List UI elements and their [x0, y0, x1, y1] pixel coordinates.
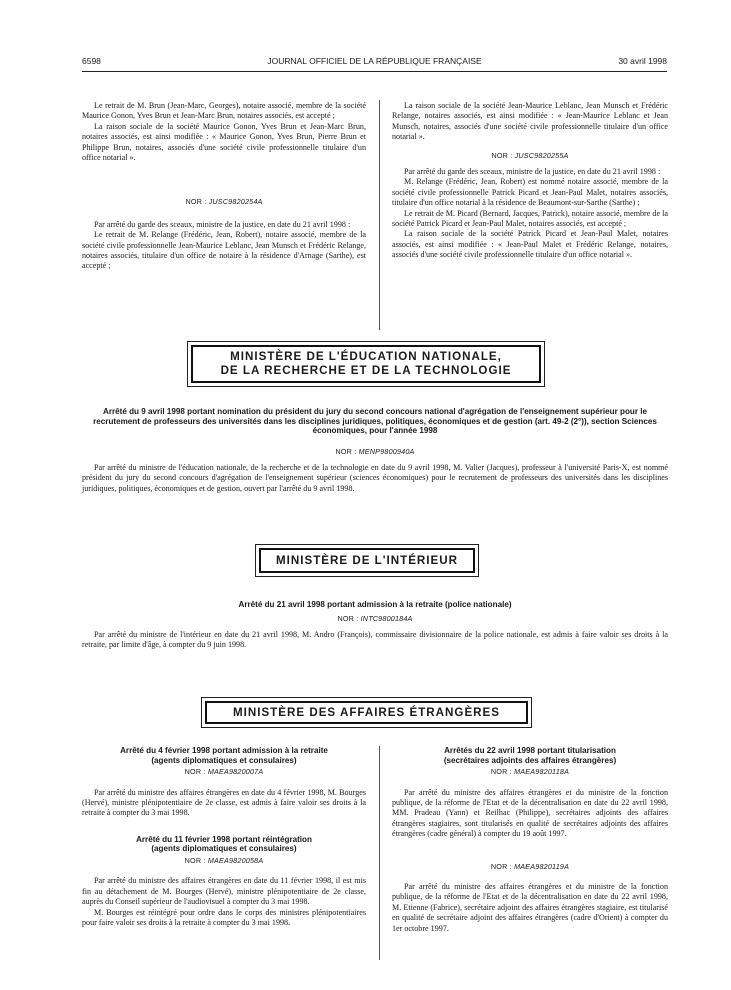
column-divider	[379, 100, 380, 330]
arrete-title: Arrêté du 11 février 1998 portant réintégration (agents diplomatiques et consulaires)	[136, 834, 312, 854]
nor-line: NOR : MAEA9820007A	[184, 767, 264, 777]
paragraph: Par arrêté du ministre des affaires étrangères et du ministre de la fonction publique, de la réforme de l'Etat et de la décentralisation en date du 22 avril 1998, M. Etienne (Fabrice), secrétaire adjoint des affaires étrangères stagiaire, est titularisé en qualité de secrétaire adjoint des affaires étrangères (cadre d'Orient) à compter du 1er octobre 1997.	[392, 882, 668, 933]
nor-line: NOR : INTC9800184A	[337, 614, 413, 623]
affaires-left-column	[82, 746, 366, 928]
paragraph: La raison sociale de la société Patrick Picard et Jean-Paul Malet, notaires associés, est ainsi modifiée : « Jean-Paul Malet et Frédéric Relange, notaires, associés d'une société civile professionnelle titulaire d'un office notarial ».	[392, 229, 668, 260]
nor-code: INTC9800184A	[360, 614, 413, 623]
nor-line: NOR : MAEA9820119A	[490, 861, 570, 871]
paragraph: Par arrêté du ministre des affaires étrangères en date du 11 février 1998, il est mis fin au détachement de M. Bourges (Hervé), ministre plénipotentiaire de 2e classe, auprès du Conseil supérieur de l'audiovisuel à compter du 3 mai 1998.	[82, 876, 366, 907]
ministry-title-line1: MINISTÈRE DE L'ÉDUCATION NATIONALE,	[230, 350, 502, 363]
paragraph: M. Relange (Frédéric, Jean, Robert) est nommé notaire associé, membre de la société civile professionnelle Patrick Picard et Jean-Paul Malet, notaires associés, titulaire d'un office notarial à la résidence de Beaumont-sur-Sarthe (Sarthe) ;	[392, 177, 668, 208]
nor-line: NOR : MAEA9820118A	[490, 767, 570, 777]
nor-code: JUSC9820255A	[514, 150, 569, 160]
paragraph: Le retrait de M. Relange (Frédéric, Jean, Robert), notaire associé, membre de la société civile professionnelle Jean-Maurice Leblanc, Jean Munsch et Frédéric Relange, notaires associés, titulaire d'un office de notaire à la résidence d'Arnage (Sarthe), est accepté ;	[82, 230, 366, 271]
nor-line: NOR : MAEA9820058A	[184, 856, 264, 865]
nor-line: NOR : MENP9800940A	[335, 447, 415, 456]
page-header	[82, 56, 667, 70]
nor-line: NOR : JUSC9820254A	[185, 197, 263, 207]
issue-date: 30 avril 1998	[618, 56, 667, 66]
arrete-body: Par arrêté du ministre de l'éducation nationale, de la recherche et de la technologie en date du 9 avril 1998, M. Valier (Jacques), professeur à l'université Paris-X, est nommé président du jury du second concours d'agrégation de l'enseignement supérieur (sciences économiques) pour le recrutement de professeurs des universités dans les disciplines juridiques, politiques, économiques et de gestion, ouvert par l'arrêté du 9 avril 1998.	[82, 463, 668, 493]
affaires-right-column	[392, 746, 668, 934]
nor-line: NOR : JUSC9820255A	[491, 150, 569, 160]
nor-code: MAEA9820119A	[514, 861, 570, 871]
nor-code: MAEA9820058A	[207, 856, 264, 865]
header-rule	[82, 71, 667, 72]
paragraph: M. Bourges est réintégré pour ordre dans le corps des ministres plénipotentiaires pour faire valoir ses droits à la retraite à compter du 3 mai 1998.	[82, 907, 366, 928]
arrete-title: Arrêté du 9 avril 1998 portant nomination du président du jury du second concours national d'agrégation de l'enseignement supérieur pour le recrutement de professeurs des universités dans les disciplines juridiques, politiques, économiques et de gestion (art. 49-2 (2°)), section Sciences économiques, pour l'année 1998	[93, 407, 657, 436]
ministry-title-line2: DE LA RECHERCHE ET DE LA TECHNOLOGIE	[220, 364, 512, 377]
ministry-education-box	[187, 341, 545, 387]
paragraph: Par arrêté du garde des sceaux, ministre de la justice, en date du 21 avril 1998 :	[404, 167, 661, 177]
top-left-column	[82, 101, 366, 272]
arrete-title: Arrêtés du 22 avril 1998 portant titularisation (secrétaires adjoints des affaires étrangères)	[443, 746, 617, 765]
ministry-interieur-box	[255, 544, 479, 577]
nor-code: MENP9800940A	[358, 447, 415, 456]
arrete-body: Par arrêté du ministre de l'intérieur en date du 21 avril 1998, M. Andro (François), commissaire divisionnaire de la police nationale, est admis à faire valoir ses droits à la retraite, par limite d'âge, à compter du 9 juin 1998.	[82, 630, 668, 650]
paragraph: La raison sociale de la société Maurice Gonon, Yves Brun et Jean-Marc Brun, notaires associés, est ainsi modifiée : « Maurice Gonon, Yves Brun, Pierre Brun et Philippe Brun, notaires, associés d'une société civile professionnelle titulaire d'un office notarial ».	[82, 121, 366, 163]
paragraph: La raison sociale de la société Jean-Maurice Leblanc, Jean Munsch et Frédéric Relange, notaires associés, est ainsi modifiée : « Jean-Maurice Leblanc et Jean Munsch, notaires, associés d'une société civile professionnelle titulaire d'un office notarial ».	[392, 101, 668, 142]
paragraph: Par arrêté du ministre des affaires étrangères en date du 4 février 1998, M. Bourges (Hervé), ministre plénipotentiaire de 2e classe, est admis à faire valoir ses droits à la retraite à compter du 3 mai 1998.	[82, 787, 366, 818]
nor-code: JUSC9820254A	[208, 197, 263, 207]
column-divider	[379, 746, 380, 960]
ministry-affaires-box	[201, 697, 532, 728]
paragraph: Le retrait de M. Picard (Bernard, Jacques, Patrick), notaire associé, membre de la société Patrick Picard et Jean-Paul Malet, notaires associés, est accepté ;	[392, 208, 668, 229]
paragraph: Par arrêté du garde des sceaux, ministre de la justice, en date du 21 avril 1998 :	[94, 219, 351, 229]
nor-code: MAEA9820118A	[514, 767, 570, 777]
paragraph: Le retrait de M. Brun (Jean-Marc, Georges), notaire associé, membre de la société Maurice Gonon, Yves Brun et Jean-Marc Brun, notaires associés, est accepté ;	[82, 101, 366, 121]
paragraph: Par arrêté du ministre des affaires étrangères et du ministre de la fonction publique, de la réforme de l'Etat et de la décentralisation en date du 22 avril 1998, MM. Pradeau (Yann) et Reilhac (Philippe), secrétaires adjoints des affaires étrangères stagiaires, sont titularisés en qualité de secrétaires adjoints des affaires étrangères (cadre général) à compter du 19 août 1997.	[392, 787, 668, 839]
nor-code: MAEA9820007A	[207, 767, 264, 777]
ministry-title-line1: MINISTÈRE DES AFFAIRES ÉTRANGÈRES	[232, 705, 501, 719]
top-right-column	[392, 101, 668, 261]
arrete-title: Arrêté du 21 avril 1998 portant admission à la retraite (police nationale)	[238, 600, 512, 609]
journal-title: JOURNAL OFFICIEL DE LA RÉPUBLIQUE FRANÇAISE	[267, 56, 482, 66]
page-number: 6598	[82, 56, 101, 66]
arrete-title: Arrêté du 4 février 1998 portant admission à la retraite (agents diplomatiques et consulaires)	[120, 746, 328, 765]
ministry-title-line1: MINISTÈRE DE L'INTÉRIEUR	[276, 553, 458, 567]
